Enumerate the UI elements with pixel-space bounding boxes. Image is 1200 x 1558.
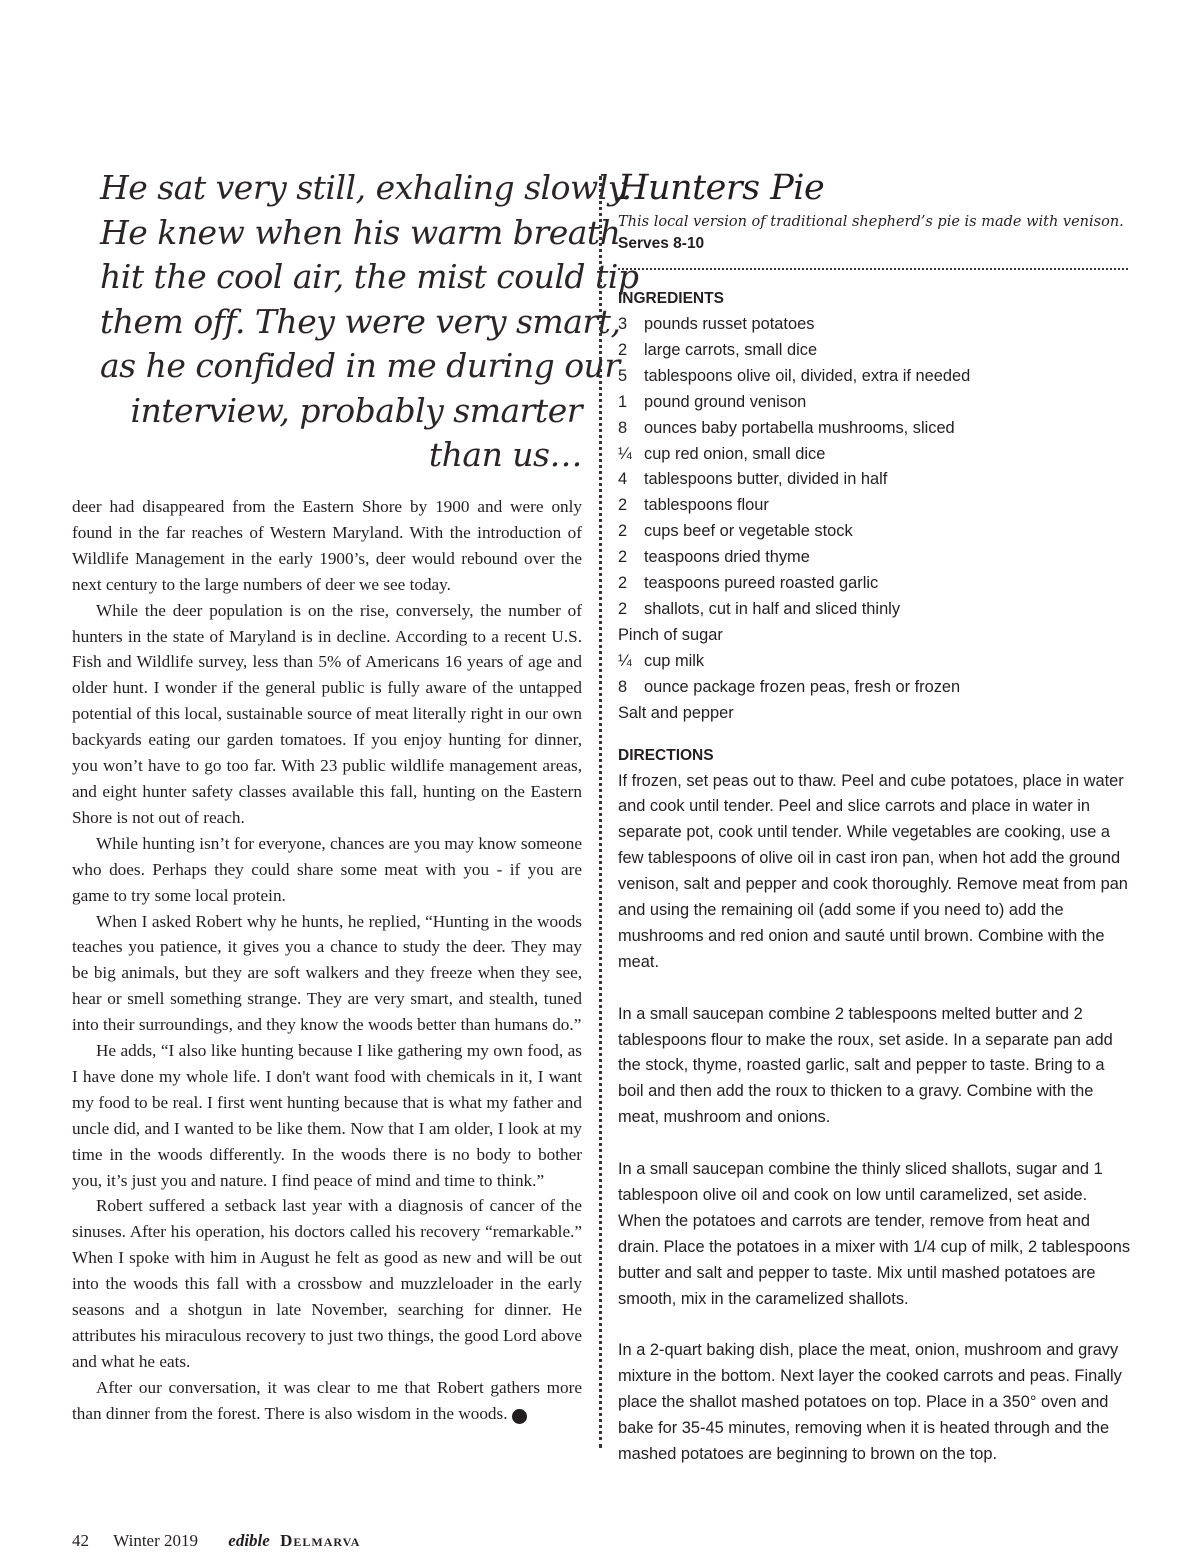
ingredients-list (618, 312, 1133, 727)
article-paragraph: deer had disappeared from the Eastern Shore by 1900 and were only found in the far reaches of Western Maryland. With the introduction of Wildlife Management in the early 1900’s, deer would rebound over the next century to the large numbers of deer we see today. (72, 497, 582, 594)
ingredient-item (618, 390, 1133, 416)
directions-step: In a 2-quart baking dish, place the meat, onion, mushroom and gravy mixture in the bottom. Next layer the cooked carrots and peas. Finally place the shallot mashed potatoes on top. Place in a 350° oven and bake for 35-45 minutes, removing when it is heated through and the mashed potatoes are beginning to brown on the top. (618, 1341, 1122, 1464)
ingredient-text: cup red onion, small dice (644, 444, 826, 463)
ingredient-text: tablespoons olive oil, divided, extra if needed (644, 366, 971, 385)
recipe-intro: This local version of traditional shepherd’s pie is made with venison. (618, 214, 1124, 230)
page-footer (72, 1531, 360, 1551)
recipe-panel (618, 166, 1133, 1494)
ingredient-item (618, 364, 1133, 390)
directions-step: In a small saucepan combine 2 tablespoons melted butter and 2 tablespoons flour to make the roux, set aside. In a separate pan add the stock, thyme, roasted garlic, salt and pepper to taste. Bring to a boil and then add the roux to thicken to a gravy. Combine with the meat, mushroom and onions. (618, 1004, 1113, 1127)
ingredient-qty: 2 (618, 340, 628, 359)
magazine-name: Delmarva (280, 1531, 361, 1550)
article-paragraph: When I asked Robert why he hunts, he replied, “Hunting in the woods teaches you patience, it gives you a chance to study the deer. They may be big animals, but they are soft walkers and they freeze when they see, hear or smell something strange. They are very smart, and stealth, tuned into their surroundings, and they know the woods better than humans do.” (72, 911, 582, 1035)
ingredient-qty: ¼ (618, 651, 632, 670)
ingredient-text: Pinch of sugar (618, 625, 723, 644)
ingredient-item (618, 623, 1133, 649)
pull-quote-line: He knew when his warm breath (100, 212, 621, 252)
recipe-title: Hunters Pie (618, 168, 825, 208)
column-divider (599, 176, 602, 1448)
ingredient-item (618, 338, 1133, 364)
pull-quote-line: than us… (428, 435, 582, 474)
ingredient-item (618, 312, 1133, 338)
directions-body (618, 769, 1133, 1468)
article-paragraph-last (72, 1375, 582, 1427)
ingredient-text: ounce package frozen peas, fresh or frozen (644, 677, 961, 696)
ingredient-qty: 8 (618, 677, 628, 696)
ingredient-qty: 2 (618, 599, 628, 618)
article-paragraph: He adds, “I also like hunting because I like gathering my own food, as I have done my whole life. I don't want food with chemicals in it, I want my food to be real. I first went hunting because that is what my father and uncle did, and I wanted to be like them. Now that I am older, I look at my time in the woods differently. In the woods there is no body to bother you, it’s just you and nature. I find peace of mind and time to think.” (72, 1041, 582, 1190)
ingredient-item (618, 467, 1133, 493)
magazine-prefix: edible (228, 1531, 270, 1550)
directions-step: In a small saucepan combine the thinly sliced shallots, sugar and 1 tablespoon olive oil and cook on low until caramelized, set aside. When the potatoes and carrots are tender, remove from heat and drain. Place the potatoes in a mixer with 1/4 cup of milk, 2 tablespoons butter and salt and pepper to taste. Mix until mashed potatoes are smooth, mix in the caramelized shallots. (618, 1160, 1131, 1308)
ingredient-qty: 2 (618, 574, 628, 593)
pull-quote-line: as he confided in me during our (100, 346, 620, 385)
ingredient-qty: 2 (618, 496, 628, 515)
ingredient-text: shallots, cut in half and sliced thinly (644, 599, 901, 618)
ingredient-qty: 5 (618, 366, 628, 385)
directions-heading: DIRECTIONS (618, 746, 714, 764)
article-paragraph: While the deer population is on the rise, conversely, the number of hunters in the state of Maryland is in decline. According to a recent U.S. Fish and Wildlife survey, less than 5% of Americans 16 years of age and older hunt. I wonder if the general public is fully aware of the untapped potential of this local, sustainable source of meat literally right in our own backyards eating our garden tomatoes. If you enjoy hunting for dinner, you won’t have to go too far. With 23 public wildlife management areas, and eight hunter safety classes available this fall, hunting on the Eastern Shore is not out of reach. (72, 600, 582, 827)
ingredient-item (618, 675, 1133, 701)
ingredient-text: teaspoons pureed roasted garlic (644, 574, 879, 593)
recipe-serves: Serves 8-10 (618, 235, 705, 252)
ingredient-text: cups beef or vegetable stock (644, 522, 853, 541)
page-number: 42 (72, 1531, 89, 1550)
directions-step: If frozen, set peas out to thaw. Peel and cube potatoes, place in water and cook until tender. Peel and slice carrots and place in water in separate pot, cook until tender. While vegetables are cooking, use a few tablespoons of olive oil in cast iron pan, when hot add the ground venison, salt and pepper and cook thoroughly. Remove meat from pan and using the remaining oil (add some if you need to) add the mushrooms and red onion and sauté until brown. Combine with the meat. (618, 771, 1128, 971)
ingredient-item (618, 597, 1133, 623)
ingredient-item (618, 649, 1133, 675)
ingredient-text: large carrots, small dice (644, 340, 818, 359)
ingredient-item (618, 519, 1133, 545)
ingredient-text: pound ground venison (644, 392, 807, 411)
pull-quote-line: them off. They were very smart, (100, 301, 621, 341)
pull-quote-line: hit the cool air, the mist could tip (100, 257, 639, 296)
ingredient-item (618, 442, 1133, 468)
issue-season: Winter 2019 (113, 1531, 199, 1550)
ingredient-text: ounces baby portabella mushrooms, sliced (644, 418, 955, 437)
article-paragraph-text: After our conversation, it was clear to me that Robert gathers more than dinner from the forest. There is also wisdom in the woods. (72, 1377, 582, 1423)
article-paragraph: Robert suffered a setback last year with a diagnosis of cancer of the sinuses. After his operation, his doctors called his recovery “remarkable.” When I spoke with him in August he felt as good as new and will be out into the woods this fall with a crossbow and muzzleloader in the early seasons and a shotgun in late November, searching for dinner. He attributes his miraculous recovery to just two things, the good Lord above and what he eats. (72, 1196, 582, 1371)
ingredients-heading: INGREDIENTS (618, 290, 724, 307)
ingredient-text: teaspoons dried thyme (644, 548, 810, 567)
pull-quote-line: interview, probably smarter (130, 390, 582, 430)
ingredient-qty: ¼ (618, 444, 632, 463)
ingredient-qty: 4 (618, 470, 628, 489)
ingredient-item (618, 571, 1133, 597)
ingredient-qty: 2 (618, 548, 628, 567)
ingredient-qty: 3 (618, 315, 628, 333)
article-paragraph: While hunting isn’t for everyone, chances are you may know someone who does. Perhaps they could share some meat with you - if you are game to try some local protein. (72, 833, 582, 905)
article-body (72, 494, 582, 1427)
ingredient-item (618, 493, 1133, 519)
ingredient-item (618, 416, 1133, 442)
edible-end-mark-icon: e (512, 1409, 527, 1424)
ingredient-text: tablespoons flour (644, 496, 769, 515)
recipe-divider (618, 268, 1128, 270)
ingredient-text: Salt and pepper (618, 703, 734, 722)
ingredient-item (618, 545, 1133, 571)
ingredient-item (618, 701, 1133, 727)
ingredient-qty: 2 (618, 522, 628, 541)
pull-quote-line: He sat very still, exhaling slowly. (100, 168, 632, 207)
ingredient-qty: 8 (618, 418, 628, 437)
ingredient-text: cup milk (644, 651, 705, 670)
ingredient-text: pounds russet potatoes (644, 315, 815, 333)
ingredient-text: tablespoons butter, divided in half (644, 470, 888, 489)
ingredient-qty: 1 (618, 392, 628, 411)
